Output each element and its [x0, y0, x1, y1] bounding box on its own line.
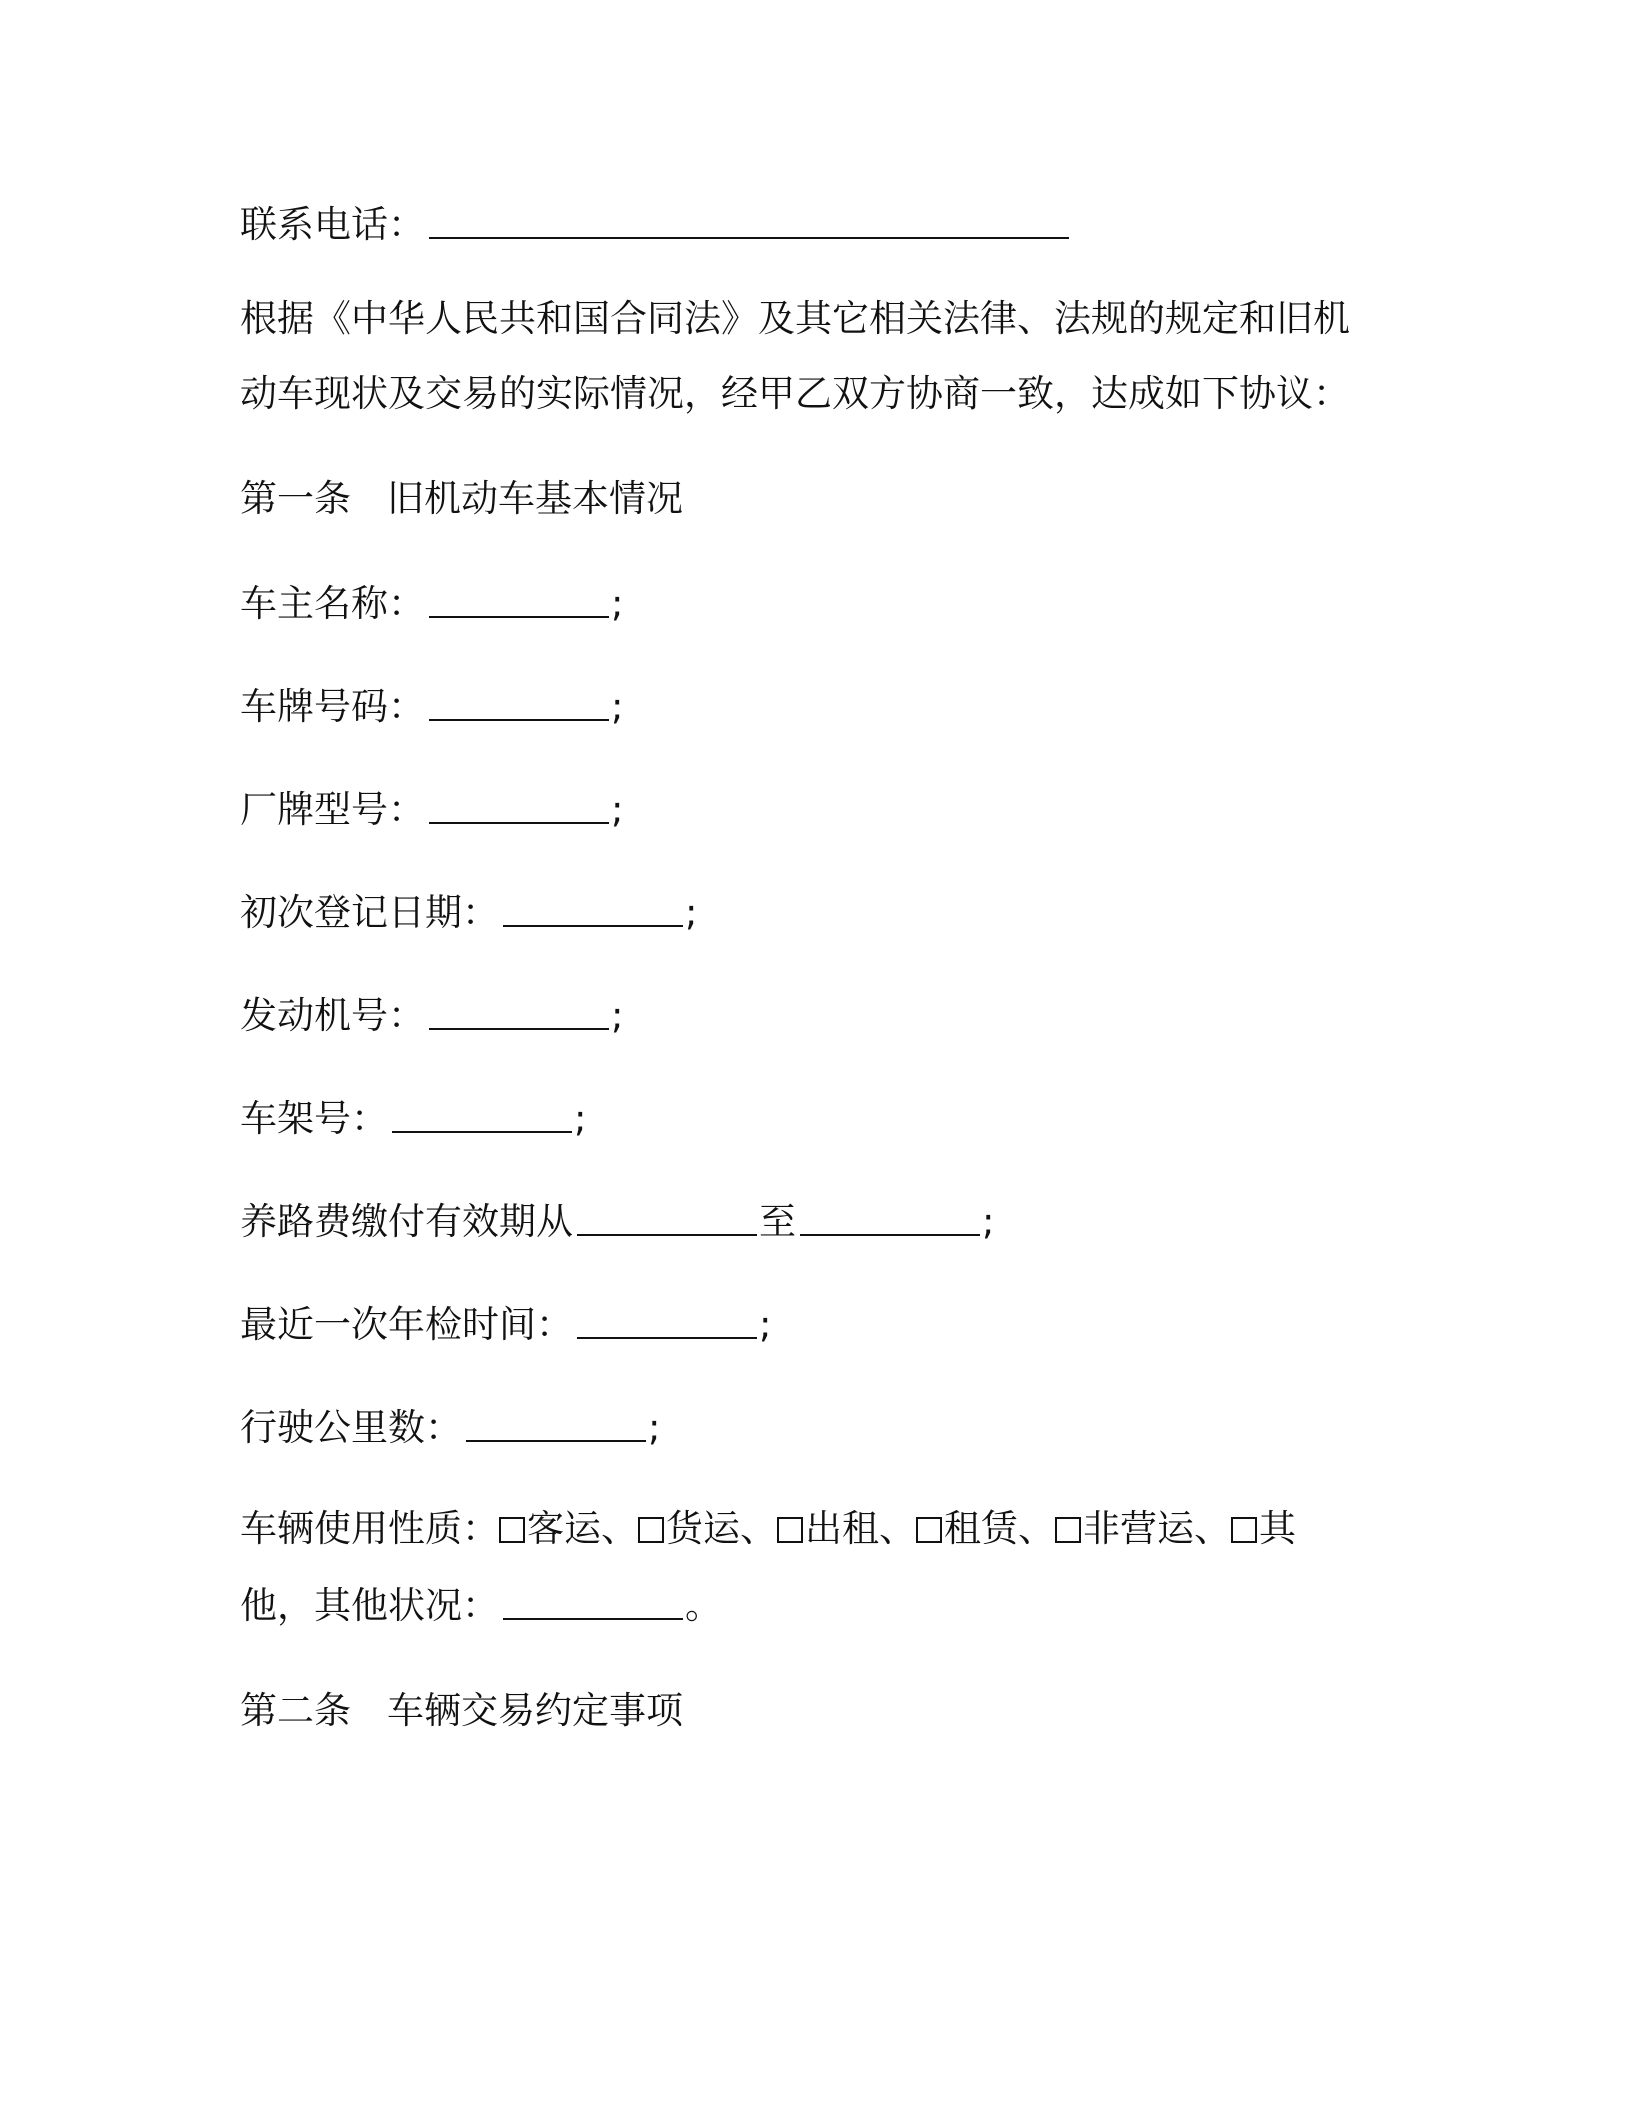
intro-line-1: 根据《中华人民共和国合同法》及其它相关法律、法规的规定和旧机 — [240, 297, 1350, 340]
engine-label: 发动机号： — [240, 994, 425, 1037]
frame-label: 车架号： — [240, 1097, 388, 1140]
road-fee-to-blank[interactable] — [800, 1200, 980, 1236]
phone-blank[interactable] — [429, 203, 1069, 239]
usage-checkbox-other[interactable] — [1231, 1517, 1257, 1543]
usage-label: 车辆使用性质： — [240, 1507, 499, 1550]
usage-checkbox-lease[interactable] — [916, 1517, 942, 1543]
mileage-line — [240, 1404, 660, 1450]
mileage-blank[interactable] — [466, 1406, 646, 1442]
frame-blank[interactable] — [392, 1097, 572, 1133]
owner-separator: ; — [611, 582, 624, 625]
article-2-title: 车辆交易约定事项 — [387, 1689, 683, 1732]
owner-label: 车主名称： — [240, 582, 425, 625]
phone-line — [240, 201, 1071, 247]
usage-option-non-commercial: 非营运 — [1083, 1507, 1194, 1550]
brand-blank[interactable] — [429, 788, 609, 824]
brand-label: 厂牌型号： — [240, 788, 425, 831]
usage-end-mark: 。 — [685, 1584, 722, 1627]
registration-separator: ; — [685, 891, 698, 934]
phone-label: 联系电话： — [240, 203, 425, 246]
road-fee-label: 养路费缴付有效期从 — [240, 1200, 573, 1243]
inspection-separator: ; — [759, 1303, 772, 1346]
engine-separator: ; — [611, 994, 624, 1037]
road-fee-separator: ; — [982, 1200, 995, 1243]
road-fee-line — [240, 1198, 994, 1244]
article-1-title: 旧机动车基本情况 — [387, 477, 683, 520]
usage-line-1 — [240, 1507, 1296, 1551]
article-1-heading — [240, 477, 683, 521]
road-fee-from-blank[interactable] — [577, 1200, 757, 1236]
plate-line — [240, 683, 623, 729]
usage-separator: 、 — [601, 1507, 638, 1550]
plate-separator: ; — [611, 685, 624, 728]
usage-other-prefix: 他，其他状况： — [240, 1584, 499, 1627]
usage-separator: 、 — [1018, 1507, 1055, 1550]
road-fee-to: 至 — [759, 1200, 796, 1243]
article-2-heading — [240, 1689, 683, 1733]
frame-separator: ; — [574, 1097, 587, 1140]
owner-blank[interactable] — [429, 582, 609, 618]
registration-blank[interactable] — [503, 891, 683, 927]
usage-separator: 、 — [740, 1507, 777, 1550]
usage-option-passenger: 客运 — [527, 1507, 601, 1550]
registration-label: 初次登记日期： — [240, 891, 499, 934]
usage-separator: 、 — [1194, 1507, 1231, 1550]
usage-other-blank[interactable] — [503, 1584, 683, 1620]
usage-checkbox-passenger[interactable] — [499, 1517, 525, 1543]
usage-line-2 — [240, 1582, 722, 1628]
inspection-line — [240, 1301, 771, 1347]
brand-line — [240, 786, 623, 832]
article-2-number: 第二条 — [240, 1689, 351, 1732]
usage-option-lease: 租赁 — [944, 1507, 1018, 1550]
plate-blank[interactable] — [429, 685, 609, 721]
engine-blank[interactable] — [429, 994, 609, 1030]
intro-line-2: 动车现状及交易的实际情况，经甲乙双方协商一致，达成如下协议： — [240, 372, 1350, 415]
usage-option-taxi: 出租 — [805, 1507, 879, 1550]
inspection-blank[interactable] — [577, 1303, 757, 1339]
inspection-label: 最近一次年检时间： — [240, 1303, 573, 1346]
usage-separator: 、 — [879, 1507, 916, 1550]
usage-checkbox-non-commercial[interactable] — [1055, 1517, 1081, 1543]
usage-checkbox-freight[interactable] — [638, 1517, 664, 1543]
article-1-number: 第一条 — [240, 477, 351, 520]
brand-separator: ; — [611, 788, 624, 831]
engine-line — [240, 992, 623, 1038]
owner-line — [240, 580, 623, 626]
mileage-label: 行驶公里数： — [240, 1406, 462, 1449]
usage-checkbox-taxi[interactable] — [777, 1517, 803, 1543]
usage-option-freight: 货运 — [666, 1507, 740, 1550]
usage-option-other: 其 — [1259, 1507, 1296, 1550]
registration-line — [240, 889, 697, 935]
plate-label: 车牌号码： — [240, 685, 425, 728]
mileage-separator: ; — [648, 1406, 661, 1449]
frame-line — [240, 1095, 586, 1141]
